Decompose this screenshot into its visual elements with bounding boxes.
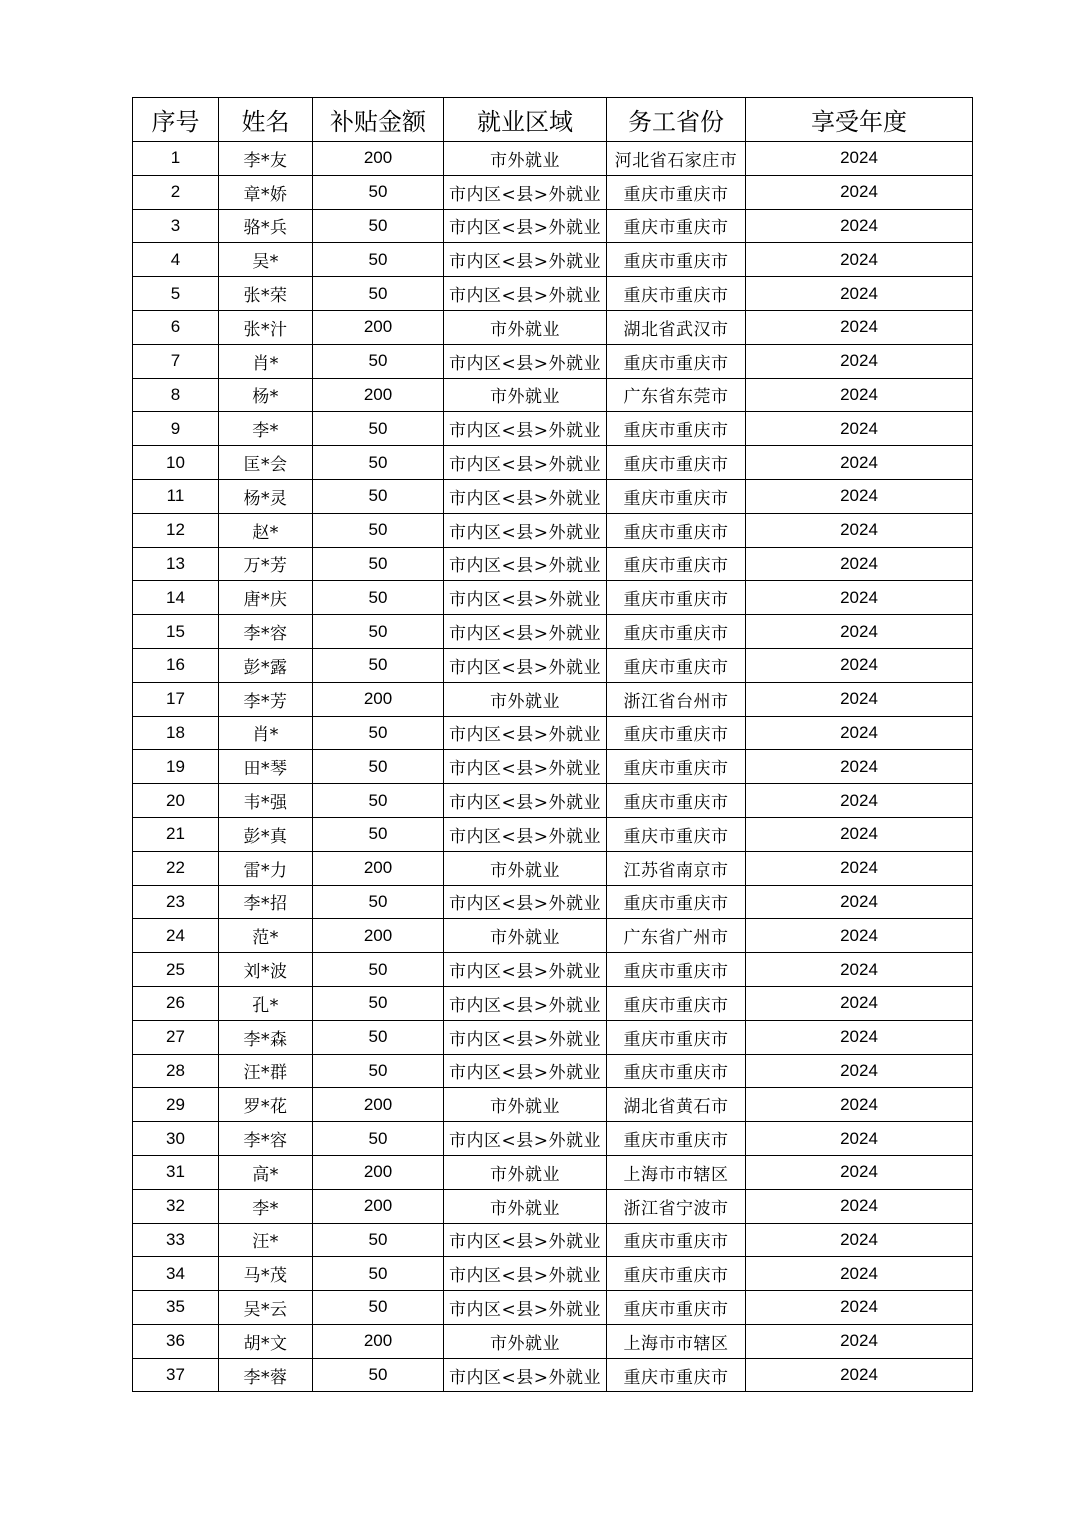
cell-amount: 50 bbox=[313, 1020, 444, 1054]
cell-amount: 50 bbox=[313, 412, 444, 446]
header-row bbox=[133, 98, 973, 142]
cell-year: 2024 bbox=[746, 581, 973, 615]
cell-province: 重庆市重庆市 bbox=[607, 750, 746, 784]
cell-year: 2024 bbox=[746, 175, 973, 209]
cell-amount: 50 bbox=[313, 581, 444, 615]
cell-name: 章*娇 bbox=[219, 175, 313, 209]
cell-area: 市内区<县>外就业 bbox=[444, 817, 607, 851]
cell-area: 市外就业 bbox=[444, 378, 607, 412]
table-row bbox=[133, 1189, 973, 1223]
cell-name: 唐*庆 bbox=[219, 581, 313, 615]
cell-year: 2024 bbox=[746, 378, 973, 412]
cell-index: 22 bbox=[133, 851, 219, 885]
cell-province: 广东省东莞市 bbox=[607, 378, 746, 412]
cell-index: 5 bbox=[133, 277, 219, 311]
cell-year: 2024 bbox=[746, 784, 973, 818]
cell-area: 市内区<县>外就业 bbox=[444, 784, 607, 818]
table-row bbox=[133, 547, 973, 581]
cell-name: 李* bbox=[219, 412, 313, 446]
table-row bbox=[133, 953, 973, 987]
cell-index: 31 bbox=[133, 1155, 219, 1189]
cell-province: 重庆市重庆市 bbox=[607, 953, 746, 987]
cell-year: 2024 bbox=[746, 953, 973, 987]
cell-index: 36 bbox=[133, 1324, 219, 1358]
cell-index: 6 bbox=[133, 310, 219, 344]
cell-name: 田*琴 bbox=[219, 750, 313, 784]
cell-year: 2024 bbox=[746, 1054, 973, 1088]
cell-year: 2024 bbox=[746, 1358, 973, 1392]
cell-index: 15 bbox=[133, 615, 219, 649]
cell-name: 李* bbox=[219, 1189, 313, 1223]
cell-name: 李*森 bbox=[219, 1020, 313, 1054]
cell-province: 湖北省黄石市 bbox=[607, 1088, 746, 1122]
cell-index: 19 bbox=[133, 750, 219, 784]
cell-index: 16 bbox=[133, 648, 219, 682]
cell-area: 市外就业 bbox=[444, 919, 607, 953]
cell-province: 重庆市重庆市 bbox=[607, 817, 746, 851]
cell-amount: 200 bbox=[313, 1189, 444, 1223]
cell-province: 重庆市重庆市 bbox=[607, 1358, 746, 1392]
cell-year: 2024 bbox=[746, 310, 973, 344]
cell-year: 2024 bbox=[746, 1155, 973, 1189]
cell-year: 2024 bbox=[746, 750, 973, 784]
cell-area: 市外就业 bbox=[444, 1088, 607, 1122]
cell-index: 28 bbox=[133, 1054, 219, 1088]
cell-area: 市内区<县>外就业 bbox=[444, 648, 607, 682]
cell-province: 重庆市重庆市 bbox=[607, 344, 746, 378]
cell-province: 重庆市重庆市 bbox=[607, 648, 746, 682]
table-row bbox=[133, 479, 973, 513]
cell-area: 市内区<县>外就业 bbox=[444, 412, 607, 446]
cell-area: 市内区<县>外就业 bbox=[444, 344, 607, 378]
cell-amount: 50 bbox=[313, 446, 444, 480]
table-row bbox=[133, 986, 973, 1020]
cell-amount: 50 bbox=[313, 175, 444, 209]
cell-amount: 50 bbox=[313, 277, 444, 311]
cell-name: 彭*真 bbox=[219, 817, 313, 851]
cell-year: 2024 bbox=[746, 277, 973, 311]
cell-area: 市内区<县>外就业 bbox=[444, 986, 607, 1020]
cell-amount: 50 bbox=[313, 716, 444, 750]
cell-province: 重庆市重庆市 bbox=[607, 1020, 746, 1054]
cell-amount: 50 bbox=[313, 479, 444, 513]
cell-province: 重庆市重庆市 bbox=[607, 1122, 746, 1156]
cell-area: 市内区<县>外就业 bbox=[444, 750, 607, 784]
cell-year: 2024 bbox=[746, 885, 973, 919]
cell-amount: 50 bbox=[313, 953, 444, 987]
table-row bbox=[133, 1324, 973, 1358]
cell-area: 市内区<县>外就业 bbox=[444, 479, 607, 513]
cell-amount: 50 bbox=[313, 817, 444, 851]
cell-area: 市内区<县>外就业 bbox=[444, 1122, 607, 1156]
cell-area: 市内区<县>外就业 bbox=[444, 547, 607, 581]
cell-index: 8 bbox=[133, 378, 219, 412]
cell-province: 重庆市重庆市 bbox=[607, 986, 746, 1020]
cell-area: 市外就业 bbox=[444, 682, 607, 716]
cell-index: 34 bbox=[133, 1257, 219, 1291]
cell-amount: 50 bbox=[313, 1358, 444, 1392]
table-row bbox=[133, 175, 973, 209]
cell-province: 重庆市重庆市 bbox=[607, 1291, 746, 1325]
cell-name: 马*茂 bbox=[219, 1257, 313, 1291]
cell-year: 2024 bbox=[746, 243, 973, 277]
cell-name: 吴*云 bbox=[219, 1291, 313, 1325]
table-row bbox=[133, 1054, 973, 1088]
cell-year: 2024 bbox=[746, 1223, 973, 1257]
cell-name: 张*汁 bbox=[219, 310, 313, 344]
cell-year: 2024 bbox=[746, 851, 973, 885]
cell-index: 14 bbox=[133, 581, 219, 615]
cell-name: 张*荣 bbox=[219, 277, 313, 311]
cell-index: 13 bbox=[133, 547, 219, 581]
table-row bbox=[133, 817, 973, 851]
cell-name: 范* bbox=[219, 919, 313, 953]
cell-area: 市外就业 bbox=[444, 142, 607, 176]
cell-name: 李*容 bbox=[219, 1122, 313, 1156]
table-row bbox=[133, 243, 973, 277]
cell-amount: 50 bbox=[313, 344, 444, 378]
cell-province: 重庆市重庆市 bbox=[607, 615, 746, 649]
cell-year: 2024 bbox=[746, 648, 973, 682]
cell-province: 广东省广州市 bbox=[607, 919, 746, 953]
cell-index: 27 bbox=[133, 1020, 219, 1054]
table-row bbox=[133, 682, 973, 716]
cell-amount: 50 bbox=[313, 243, 444, 277]
cell-index: 17 bbox=[133, 682, 219, 716]
cell-area: 市外就业 bbox=[444, 1189, 607, 1223]
cell-area: 市外就业 bbox=[444, 310, 607, 344]
cell-year: 2024 bbox=[746, 344, 973, 378]
table-row bbox=[133, 784, 973, 818]
cell-index: 32 bbox=[133, 1189, 219, 1223]
table-row bbox=[133, 851, 973, 885]
cell-index: 11 bbox=[133, 479, 219, 513]
cell-amount: 200 bbox=[313, 310, 444, 344]
table-row bbox=[133, 412, 973, 446]
cell-province: 重庆市重庆市 bbox=[607, 1257, 746, 1291]
cell-name: 杨* bbox=[219, 378, 313, 412]
cell-index: 1 bbox=[133, 142, 219, 176]
table-row bbox=[133, 1223, 973, 1257]
cell-index: 33 bbox=[133, 1223, 219, 1257]
cell-area: 市内区<县>外就业 bbox=[444, 953, 607, 987]
cell-amount: 50 bbox=[313, 513, 444, 547]
cell-name: 孔* bbox=[219, 986, 313, 1020]
table-row bbox=[133, 378, 973, 412]
cell-province: 重庆市重庆市 bbox=[607, 1223, 746, 1257]
cell-index: 26 bbox=[133, 986, 219, 1020]
cell-index: 25 bbox=[133, 953, 219, 987]
cell-province: 重庆市重庆市 bbox=[607, 446, 746, 480]
cell-province: 上海市市辖区 bbox=[607, 1324, 746, 1358]
cell-amount: 200 bbox=[313, 378, 444, 412]
cell-name: 汪* bbox=[219, 1223, 313, 1257]
cell-province: 重庆市重庆市 bbox=[607, 175, 746, 209]
cell-year: 2024 bbox=[746, 1257, 973, 1291]
cell-area: 市内区<县>外就业 bbox=[444, 1291, 607, 1325]
cell-amount: 200 bbox=[313, 1324, 444, 1358]
cell-name: 雷*力 bbox=[219, 851, 313, 885]
cell-year: 2024 bbox=[746, 1020, 973, 1054]
header-index: 序号 bbox=[133, 98, 219, 142]
cell-year: 2024 bbox=[746, 1122, 973, 1156]
table-body bbox=[133, 142, 973, 1392]
cell-province: 重庆市重庆市 bbox=[607, 1054, 746, 1088]
cell-area: 市内区<县>外就业 bbox=[444, 716, 607, 750]
cell-province: 重庆市重庆市 bbox=[607, 513, 746, 547]
cell-area: 市内区<县>外就业 bbox=[444, 277, 607, 311]
cell-name: 李*友 bbox=[219, 142, 313, 176]
cell-area: 市内区<县>外就业 bbox=[444, 1223, 607, 1257]
table-row bbox=[133, 1358, 973, 1392]
table-row bbox=[133, 1122, 973, 1156]
cell-year: 2024 bbox=[746, 919, 973, 953]
table-row bbox=[133, 513, 973, 547]
cell-index: 20 bbox=[133, 784, 219, 818]
cell-province: 重庆市重庆市 bbox=[607, 885, 746, 919]
cell-province: 重庆市重庆市 bbox=[607, 784, 746, 818]
cell-amount: 50 bbox=[313, 209, 444, 243]
cell-amount: 50 bbox=[313, 547, 444, 581]
table-row bbox=[133, 310, 973, 344]
cell-name: 李*容 bbox=[219, 615, 313, 649]
cell-year: 2024 bbox=[746, 547, 973, 581]
cell-area: 市内区<县>外就业 bbox=[444, 243, 607, 277]
table-row bbox=[133, 344, 973, 378]
cell-name: 骆*兵 bbox=[219, 209, 313, 243]
table-row bbox=[133, 142, 973, 176]
cell-index: 23 bbox=[133, 885, 219, 919]
cell-index: 4 bbox=[133, 243, 219, 277]
cell-province: 重庆市重庆市 bbox=[607, 479, 746, 513]
cell-area: 市外就业 bbox=[444, 1155, 607, 1189]
cell-year: 2024 bbox=[746, 1088, 973, 1122]
cell-index: 7 bbox=[133, 344, 219, 378]
cell-area: 市内区<县>外就业 bbox=[444, 615, 607, 649]
cell-year: 2024 bbox=[746, 1324, 973, 1358]
table-row bbox=[133, 648, 973, 682]
cell-year: 2024 bbox=[746, 1189, 973, 1223]
header-subsidy-amount: 补贴金额 bbox=[313, 98, 444, 142]
cell-area: 市内区<县>外就业 bbox=[444, 1020, 607, 1054]
cell-name: 肖* bbox=[219, 344, 313, 378]
table-row bbox=[133, 1020, 973, 1054]
cell-year: 2024 bbox=[746, 412, 973, 446]
cell-amount: 200 bbox=[313, 1155, 444, 1189]
cell-amount: 50 bbox=[313, 1257, 444, 1291]
cell-index: 21 bbox=[133, 817, 219, 851]
cell-index: 18 bbox=[133, 716, 219, 750]
cell-amount: 50 bbox=[313, 648, 444, 682]
cell-province: 上海市市辖区 bbox=[607, 1155, 746, 1189]
cell-area: 市内区<县>外就业 bbox=[444, 209, 607, 243]
cell-province: 湖北省武汉市 bbox=[607, 310, 746, 344]
cell-index: 35 bbox=[133, 1291, 219, 1325]
cell-name: 李*芳 bbox=[219, 682, 313, 716]
cell-name: 李*招 bbox=[219, 885, 313, 919]
table-row bbox=[133, 919, 973, 953]
header-year: 享受年度 bbox=[746, 98, 973, 142]
cell-province: 河北省石家庄市 bbox=[607, 142, 746, 176]
header-employment-area: 就业区域 bbox=[444, 98, 607, 142]
table-row bbox=[133, 716, 973, 750]
header-name: 姓名 bbox=[219, 98, 313, 142]
header-work-province: 务工省份 bbox=[607, 98, 746, 142]
cell-year: 2024 bbox=[746, 446, 973, 480]
table-row bbox=[133, 446, 973, 480]
cell-name: 匡*会 bbox=[219, 446, 313, 480]
cell-index: 24 bbox=[133, 919, 219, 953]
cell-amount: 50 bbox=[313, 615, 444, 649]
cell-amount: 200 bbox=[313, 919, 444, 953]
cell-year: 2024 bbox=[746, 986, 973, 1020]
cell-name: 韦*强 bbox=[219, 784, 313, 818]
cell-area: 市内区<县>外就业 bbox=[444, 1257, 607, 1291]
cell-amount: 50 bbox=[313, 1122, 444, 1156]
table-row bbox=[133, 615, 973, 649]
cell-area: 市内区<县>外就业 bbox=[444, 1358, 607, 1392]
cell-area: 市内区<县>外就业 bbox=[444, 1054, 607, 1088]
cell-amount: 50 bbox=[313, 1223, 444, 1257]
cell-area: 市内区<县>外就业 bbox=[444, 513, 607, 547]
cell-amount: 50 bbox=[313, 1054, 444, 1088]
table-row bbox=[133, 581, 973, 615]
cell-area: 市外就业 bbox=[444, 851, 607, 885]
cell-province: 重庆市重庆市 bbox=[607, 209, 746, 243]
cell-province: 浙江省宁波市 bbox=[607, 1189, 746, 1223]
cell-index: 3 bbox=[133, 209, 219, 243]
table-row bbox=[133, 209, 973, 243]
cell-area: 市内区<县>外就业 bbox=[444, 175, 607, 209]
cell-province: 重庆市重庆市 bbox=[607, 581, 746, 615]
cell-year: 2024 bbox=[746, 209, 973, 243]
cell-name: 吴* bbox=[219, 243, 313, 277]
cell-name: 高* bbox=[219, 1155, 313, 1189]
cell-amount: 50 bbox=[313, 986, 444, 1020]
cell-name: 汪*群 bbox=[219, 1054, 313, 1088]
cell-amount: 50 bbox=[313, 1291, 444, 1325]
cell-amount: 50 bbox=[313, 885, 444, 919]
cell-name: 胡*文 bbox=[219, 1324, 313, 1358]
cell-name: 彭*露 bbox=[219, 648, 313, 682]
cell-year: 2024 bbox=[746, 513, 973, 547]
table-row bbox=[133, 1291, 973, 1325]
cell-year: 2024 bbox=[746, 1291, 973, 1325]
cell-index: 30 bbox=[133, 1122, 219, 1156]
cell-name: 肖* bbox=[219, 716, 313, 750]
table-row bbox=[133, 1088, 973, 1122]
cell-year: 2024 bbox=[746, 615, 973, 649]
cell-year: 2024 bbox=[746, 682, 973, 716]
cell-area: 市内区<县>外就业 bbox=[444, 581, 607, 615]
cell-province: 江苏省南京市 bbox=[607, 851, 746, 885]
cell-name: 赵* bbox=[219, 513, 313, 547]
cell-year: 2024 bbox=[746, 716, 973, 750]
table-row bbox=[133, 885, 973, 919]
table-row bbox=[133, 1155, 973, 1189]
cell-index: 29 bbox=[133, 1088, 219, 1122]
table-header bbox=[133, 98, 973, 142]
table-row bbox=[133, 1257, 973, 1291]
cell-index: 37 bbox=[133, 1358, 219, 1392]
cell-province: 重庆市重庆市 bbox=[607, 547, 746, 581]
table-row bbox=[133, 277, 973, 311]
cell-amount: 200 bbox=[313, 142, 444, 176]
cell-index: 2 bbox=[133, 175, 219, 209]
cell-index: 10 bbox=[133, 446, 219, 480]
cell-name: 刘*波 bbox=[219, 953, 313, 987]
cell-province: 重庆市重庆市 bbox=[607, 277, 746, 311]
cell-province: 浙江省台州市 bbox=[607, 682, 746, 716]
cell-province: 重庆市重庆市 bbox=[607, 716, 746, 750]
cell-name: 李*蓉 bbox=[219, 1358, 313, 1392]
cell-year: 2024 bbox=[746, 479, 973, 513]
cell-amount: 200 bbox=[313, 851, 444, 885]
cell-amount: 200 bbox=[313, 682, 444, 716]
cell-amount: 200 bbox=[313, 1088, 444, 1122]
cell-year: 2024 bbox=[746, 142, 973, 176]
cell-province: 重庆市重庆市 bbox=[607, 243, 746, 277]
cell-year: 2024 bbox=[746, 817, 973, 851]
cell-name: 罗*花 bbox=[219, 1088, 313, 1122]
cell-amount: 50 bbox=[313, 750, 444, 784]
cell-index: 12 bbox=[133, 513, 219, 547]
cell-province: 重庆市重庆市 bbox=[607, 412, 746, 446]
cell-name: 万*芳 bbox=[219, 547, 313, 581]
cell-area: 市内区<县>外就业 bbox=[444, 446, 607, 480]
cell-area: 市内区<县>外就业 bbox=[444, 885, 607, 919]
subsidy-table bbox=[132, 97, 973, 1392]
cell-area: 市外就业 bbox=[444, 1324, 607, 1358]
cell-index: 9 bbox=[133, 412, 219, 446]
cell-name: 杨*灵 bbox=[219, 479, 313, 513]
cell-amount: 50 bbox=[313, 784, 444, 818]
table-row bbox=[133, 750, 973, 784]
